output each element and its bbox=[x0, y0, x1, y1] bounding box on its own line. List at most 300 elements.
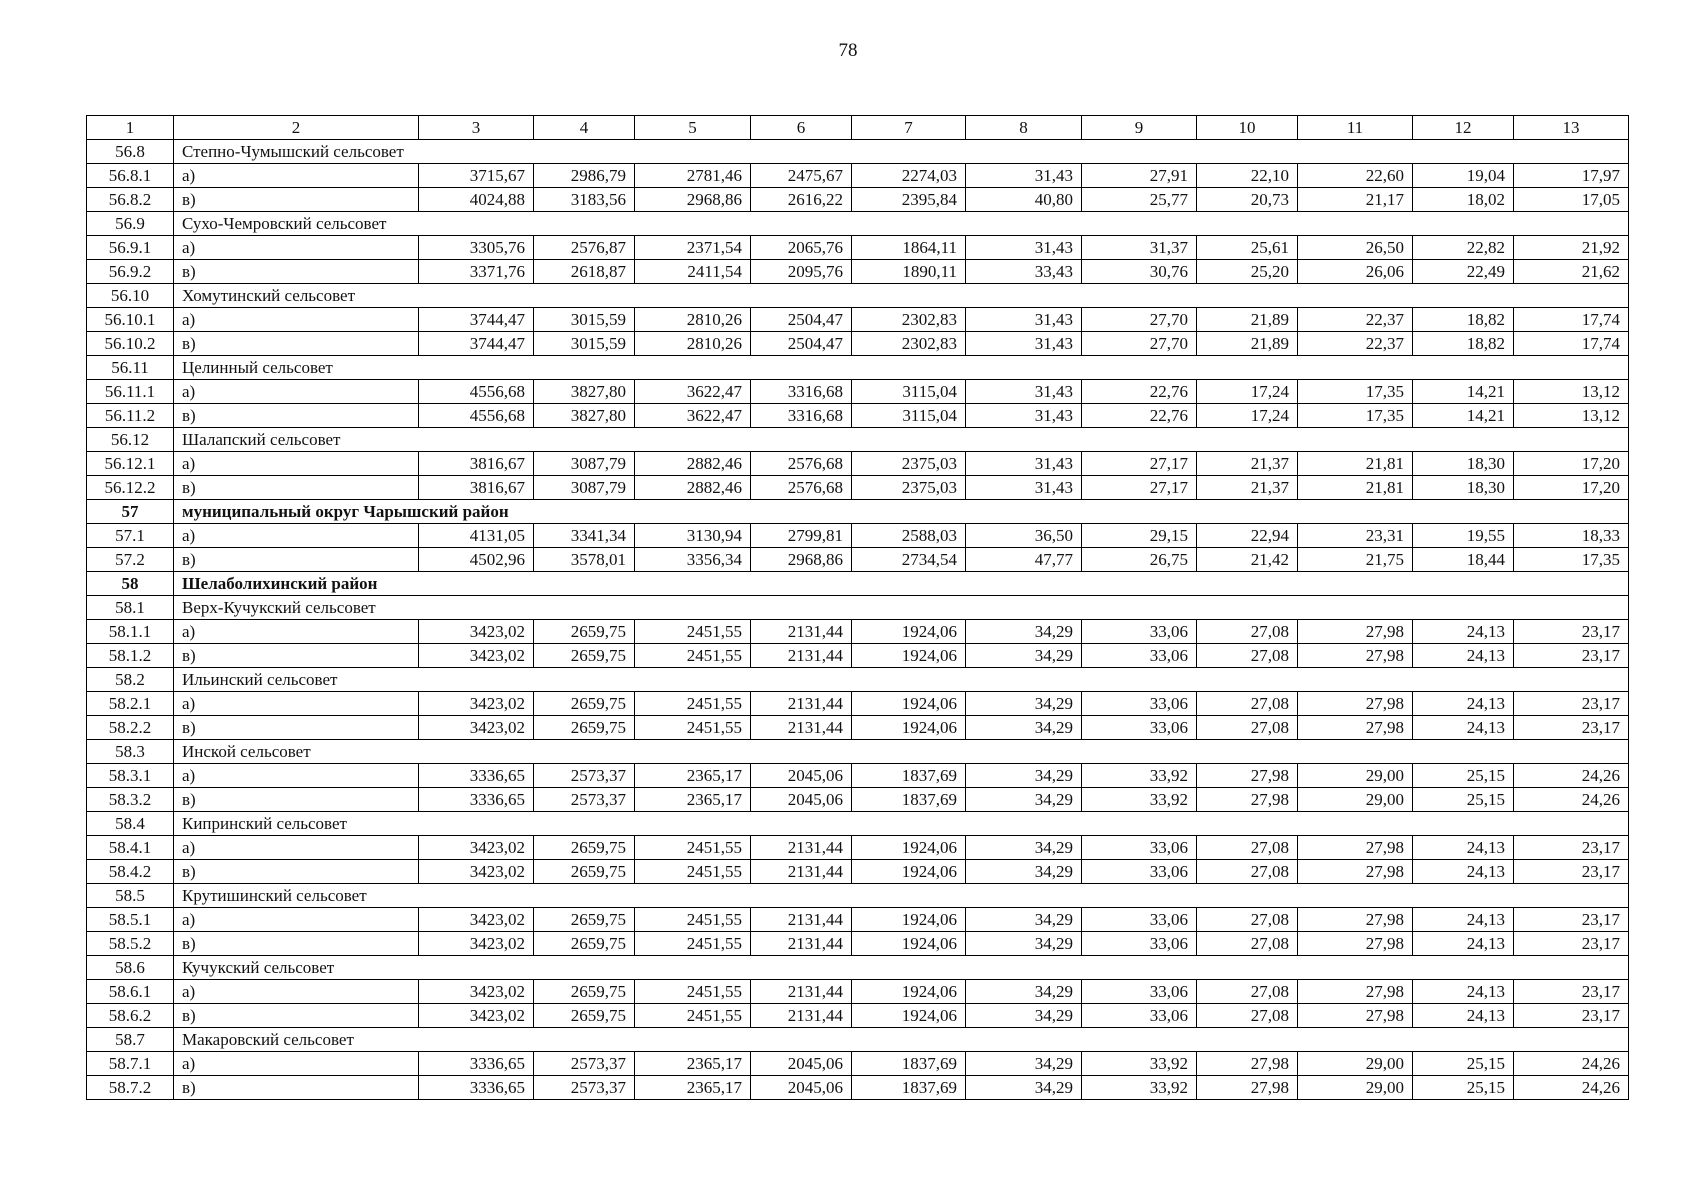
value-cell: 17,35 bbox=[1298, 380, 1413, 404]
value-cell: 36,50 bbox=[966, 524, 1082, 548]
table-row bbox=[87, 716, 1629, 740]
value-cell: 33,92 bbox=[1082, 1052, 1197, 1076]
value-cell: 2451,55 bbox=[635, 1004, 751, 1028]
value-cell: 2451,55 bbox=[635, 932, 751, 956]
group-row bbox=[87, 428, 1629, 452]
row-code: 56.8.2 bbox=[87, 188, 174, 212]
value-cell: 24,13 bbox=[1413, 620, 1514, 644]
group-row bbox=[87, 140, 1629, 164]
row-code: 58.4 bbox=[87, 812, 174, 836]
value-cell: 2131,44 bbox=[751, 692, 852, 716]
value-cell: 27,98 bbox=[1298, 836, 1413, 860]
value-cell: 34,29 bbox=[966, 980, 1082, 1004]
value-cell: 2375,03 bbox=[852, 452, 966, 476]
value-cell: 3087,79 bbox=[534, 476, 635, 500]
value-cell: 18,33 bbox=[1514, 524, 1629, 548]
value-cell: 3827,80 bbox=[534, 404, 635, 428]
value-cell: 29,00 bbox=[1298, 788, 1413, 812]
row-variant: а) bbox=[174, 908, 419, 932]
row-variant: в) bbox=[174, 860, 419, 884]
value-cell: 3715,67 bbox=[419, 164, 534, 188]
value-cell: 22,37 bbox=[1298, 332, 1413, 356]
value-cell: 21,81 bbox=[1298, 476, 1413, 500]
value-cell: 26,06 bbox=[1298, 260, 1413, 284]
value-cell: 2659,75 bbox=[534, 692, 635, 716]
table-row bbox=[87, 692, 1629, 716]
value-cell: 21,89 bbox=[1197, 308, 1298, 332]
row-variant: а) bbox=[174, 980, 419, 1004]
value-cell: 1837,69 bbox=[852, 764, 966, 788]
row-variant: в) bbox=[174, 788, 419, 812]
value-cell: 3336,65 bbox=[419, 1076, 534, 1100]
row-variant: в) bbox=[174, 332, 419, 356]
value-cell: 14,21 bbox=[1413, 380, 1514, 404]
value-cell: 2371,54 bbox=[635, 236, 751, 260]
value-cell: 2576,68 bbox=[751, 476, 852, 500]
row-code: 56.11.1 bbox=[87, 380, 174, 404]
value-cell: 47,77 bbox=[966, 548, 1082, 572]
value-cell: 27,08 bbox=[1197, 836, 1298, 860]
value-cell: 31,37 bbox=[1082, 236, 1197, 260]
value-cell: 23,17 bbox=[1514, 1004, 1629, 1028]
value-cell: 25,15 bbox=[1413, 764, 1514, 788]
value-cell: 23,17 bbox=[1514, 860, 1629, 884]
value-cell: 27,08 bbox=[1197, 620, 1298, 644]
row-code: 58.4.1 bbox=[87, 836, 174, 860]
row-code: 56.10 bbox=[87, 284, 174, 308]
value-cell: 2274,03 bbox=[852, 164, 966, 188]
value-cell: 31,43 bbox=[966, 476, 1082, 500]
value-cell: 2045,06 bbox=[751, 1076, 852, 1100]
value-cell: 34,29 bbox=[966, 860, 1082, 884]
value-cell: 33,06 bbox=[1082, 692, 1197, 716]
value-cell: 2411,54 bbox=[635, 260, 751, 284]
group-title: Кучукский сельсовет bbox=[174, 956, 1629, 980]
value-cell: 34,29 bbox=[966, 764, 1082, 788]
value-cell: 3115,04 bbox=[852, 404, 966, 428]
table-row bbox=[87, 1076, 1629, 1100]
row-code: 58.3.2 bbox=[87, 788, 174, 812]
value-cell: 2365,17 bbox=[635, 764, 751, 788]
group-title: Сухо-Чемровский сельсовет bbox=[174, 212, 1629, 236]
value-cell: 22,60 bbox=[1298, 164, 1413, 188]
value-cell: 2659,75 bbox=[534, 908, 635, 932]
table-row bbox=[87, 188, 1629, 212]
value-cell: 1890,11 bbox=[852, 260, 966, 284]
value-cell: 1924,06 bbox=[852, 1004, 966, 1028]
column-number: 7 bbox=[852, 116, 966, 140]
value-cell: 2576,68 bbox=[751, 452, 852, 476]
value-cell: 33,92 bbox=[1082, 1076, 1197, 1100]
value-cell: 23,17 bbox=[1514, 932, 1629, 956]
row-code: 58.7.1 bbox=[87, 1052, 174, 1076]
value-cell: 2131,44 bbox=[751, 1004, 852, 1028]
value-cell: 2451,55 bbox=[635, 644, 751, 668]
column-number: 2 bbox=[174, 116, 419, 140]
value-cell: 2365,17 bbox=[635, 1052, 751, 1076]
column-number: 11 bbox=[1298, 116, 1413, 140]
value-cell: 34,29 bbox=[966, 908, 1082, 932]
value-cell: 2659,75 bbox=[534, 836, 635, 860]
value-cell: 21,62 bbox=[1514, 260, 1629, 284]
row-code: 58.1.2 bbox=[87, 644, 174, 668]
row-code: 58.3 bbox=[87, 740, 174, 764]
value-cell: 2395,84 bbox=[852, 188, 966, 212]
value-cell: 24,26 bbox=[1514, 1052, 1629, 1076]
row-code: 58.6 bbox=[87, 956, 174, 980]
table-row bbox=[87, 1004, 1629, 1028]
value-cell: 27,08 bbox=[1197, 716, 1298, 740]
value-cell: 21,42 bbox=[1197, 548, 1298, 572]
value-cell: 18,02 bbox=[1413, 188, 1514, 212]
column-number: 1 bbox=[87, 116, 174, 140]
row-code: 58.1 bbox=[87, 596, 174, 620]
value-cell: 2131,44 bbox=[751, 644, 852, 668]
value-cell: 33,06 bbox=[1082, 908, 1197, 932]
table-row bbox=[87, 476, 1629, 500]
table-row bbox=[87, 932, 1629, 956]
group-row bbox=[87, 740, 1629, 764]
table-row bbox=[87, 548, 1629, 572]
row-variant: в) bbox=[174, 476, 419, 500]
value-cell: 24,13 bbox=[1413, 860, 1514, 884]
value-cell: 21,92 bbox=[1514, 236, 1629, 260]
value-cell: 2618,87 bbox=[534, 260, 635, 284]
value-cell: 24,13 bbox=[1413, 1004, 1514, 1028]
column-number-row bbox=[87, 116, 1629, 140]
group-row bbox=[87, 668, 1629, 692]
value-cell: 3336,65 bbox=[419, 1052, 534, 1076]
row-code: 56.10.1 bbox=[87, 308, 174, 332]
group-row bbox=[87, 956, 1629, 980]
value-cell: 27,08 bbox=[1197, 860, 1298, 884]
value-cell: 3423,02 bbox=[419, 716, 534, 740]
value-cell: 2573,37 bbox=[534, 1052, 635, 1076]
value-cell: 40,80 bbox=[966, 188, 1082, 212]
row-code: 56.8 bbox=[87, 140, 174, 164]
value-cell: 3827,80 bbox=[534, 380, 635, 404]
column-number: 9 bbox=[1082, 116, 1197, 140]
group-row bbox=[87, 596, 1629, 620]
value-cell: 17,20 bbox=[1514, 476, 1629, 500]
value-cell: 21,17 bbox=[1298, 188, 1413, 212]
value-cell: 33,06 bbox=[1082, 860, 1197, 884]
value-cell: 23,17 bbox=[1514, 836, 1629, 860]
value-cell: 3316,68 bbox=[751, 404, 852, 428]
row-variant: а) bbox=[174, 764, 419, 788]
section-row bbox=[87, 572, 1629, 596]
value-cell: 20,73 bbox=[1197, 188, 1298, 212]
value-cell: 27,98 bbox=[1197, 764, 1298, 788]
value-cell: 22,94 bbox=[1197, 524, 1298, 548]
value-cell: 3423,02 bbox=[419, 644, 534, 668]
value-cell: 2451,55 bbox=[635, 860, 751, 884]
group-row bbox=[87, 812, 1629, 836]
row-variant: в) bbox=[174, 716, 419, 740]
value-cell: 27,98 bbox=[1298, 692, 1413, 716]
value-cell: 33,92 bbox=[1082, 788, 1197, 812]
group-row bbox=[87, 356, 1629, 380]
value-cell: 27,98 bbox=[1298, 908, 1413, 932]
value-cell: 27,08 bbox=[1197, 1004, 1298, 1028]
value-cell: 27,98 bbox=[1298, 932, 1413, 956]
table-row bbox=[87, 332, 1629, 356]
value-cell: 23,17 bbox=[1514, 908, 1629, 932]
value-cell: 27,98 bbox=[1298, 620, 1413, 644]
value-cell: 26,50 bbox=[1298, 236, 1413, 260]
value-cell: 21,89 bbox=[1197, 332, 1298, 356]
value-cell: 34,29 bbox=[966, 836, 1082, 860]
value-cell: 2504,47 bbox=[751, 332, 852, 356]
value-cell: 3015,59 bbox=[534, 308, 635, 332]
value-cell: 21,37 bbox=[1197, 476, 1298, 500]
value-cell: 23,31 bbox=[1298, 524, 1413, 548]
value-cell: 3423,02 bbox=[419, 932, 534, 956]
value-cell: 22,10 bbox=[1197, 164, 1298, 188]
value-cell: 17,35 bbox=[1514, 548, 1629, 572]
value-cell: 2131,44 bbox=[751, 860, 852, 884]
row-variant: а) bbox=[174, 620, 419, 644]
value-cell: 1924,06 bbox=[852, 692, 966, 716]
value-cell: 3423,02 bbox=[419, 908, 534, 932]
value-cell: 17,05 bbox=[1514, 188, 1629, 212]
row-code: 57 bbox=[87, 500, 174, 524]
row-code: 58.2 bbox=[87, 668, 174, 692]
value-cell: 34,29 bbox=[966, 1004, 1082, 1028]
value-cell: 3744,47 bbox=[419, 308, 534, 332]
value-cell: 3816,67 bbox=[419, 476, 534, 500]
value-cell: 29,15 bbox=[1082, 524, 1197, 548]
value-cell: 22,49 bbox=[1413, 260, 1514, 284]
value-cell: 22,37 bbox=[1298, 308, 1413, 332]
value-cell: 3423,02 bbox=[419, 860, 534, 884]
value-cell: 27,70 bbox=[1082, 308, 1197, 332]
value-cell: 33,43 bbox=[966, 260, 1082, 284]
value-cell: 1924,06 bbox=[852, 908, 966, 932]
row-code: 58 bbox=[87, 572, 174, 596]
value-cell: 18,30 bbox=[1413, 452, 1514, 476]
value-cell: 2131,44 bbox=[751, 836, 852, 860]
value-cell: 25,15 bbox=[1413, 1076, 1514, 1100]
value-cell: 31,43 bbox=[966, 308, 1082, 332]
row-code: 58.4.2 bbox=[87, 860, 174, 884]
row-variant: в) bbox=[174, 548, 419, 572]
value-cell: 23,17 bbox=[1514, 620, 1629, 644]
value-cell: 2065,76 bbox=[751, 236, 852, 260]
row-code: 58.6.1 bbox=[87, 980, 174, 1004]
table-row bbox=[87, 1052, 1629, 1076]
value-cell: 29,00 bbox=[1298, 1052, 1413, 1076]
value-cell: 1924,06 bbox=[852, 620, 966, 644]
value-cell: 2131,44 bbox=[751, 908, 852, 932]
value-cell: 22,76 bbox=[1082, 404, 1197, 428]
value-cell: 3087,79 bbox=[534, 452, 635, 476]
row-code: 58.5.1 bbox=[87, 908, 174, 932]
row-variant: а) bbox=[174, 164, 419, 188]
value-cell: 27,08 bbox=[1197, 932, 1298, 956]
value-cell: 17,74 bbox=[1514, 332, 1629, 356]
row-code: 58.2.1 bbox=[87, 692, 174, 716]
value-cell: 31,43 bbox=[966, 332, 1082, 356]
column-number: 12 bbox=[1413, 116, 1514, 140]
value-cell: 27,98 bbox=[1298, 860, 1413, 884]
value-cell: 2131,44 bbox=[751, 932, 852, 956]
value-cell: 14,21 bbox=[1413, 404, 1514, 428]
value-cell: 27,91 bbox=[1082, 164, 1197, 188]
row-code: 58.1.1 bbox=[87, 620, 174, 644]
value-cell: 2659,75 bbox=[534, 932, 635, 956]
group-title: Верх-Кучукский сельсовет bbox=[174, 596, 1629, 620]
value-cell: 23,17 bbox=[1514, 692, 1629, 716]
value-cell: 31,43 bbox=[966, 380, 1082, 404]
value-cell: 3316,68 bbox=[751, 380, 852, 404]
value-cell: 27,98 bbox=[1298, 1004, 1413, 1028]
value-cell: 34,29 bbox=[966, 1052, 1082, 1076]
value-cell: 25,61 bbox=[1197, 236, 1298, 260]
row-code: 56.12.1 bbox=[87, 452, 174, 476]
value-cell: 30,76 bbox=[1082, 260, 1197, 284]
value-cell: 2810,26 bbox=[635, 332, 751, 356]
value-cell: 2573,37 bbox=[534, 764, 635, 788]
value-cell: 27,98 bbox=[1298, 644, 1413, 668]
value-cell: 3622,47 bbox=[635, 404, 751, 428]
value-cell: 4556,68 bbox=[419, 404, 534, 428]
tariff-table bbox=[86, 115, 1629, 1100]
table-row bbox=[87, 980, 1629, 1004]
group-row bbox=[87, 884, 1629, 908]
row-variant: а) bbox=[174, 452, 419, 476]
value-cell: 27,98 bbox=[1298, 980, 1413, 1004]
table-row bbox=[87, 908, 1629, 932]
value-cell: 22,76 bbox=[1082, 380, 1197, 404]
value-cell: 17,97 bbox=[1514, 164, 1629, 188]
value-cell: 13,12 bbox=[1514, 404, 1629, 428]
value-cell: 25,15 bbox=[1413, 1052, 1514, 1076]
row-variant: в) bbox=[174, 932, 419, 956]
table-row bbox=[87, 452, 1629, 476]
column-number: 3 bbox=[419, 116, 534, 140]
value-cell: 2365,17 bbox=[635, 1076, 751, 1100]
value-cell: 1924,06 bbox=[852, 716, 966, 740]
value-cell: 24,26 bbox=[1514, 788, 1629, 812]
value-cell: 2475,67 bbox=[751, 164, 852, 188]
row-code: 58.7.2 bbox=[87, 1076, 174, 1100]
row-code: 58.7 bbox=[87, 1028, 174, 1052]
value-cell: 3371,76 bbox=[419, 260, 534, 284]
row-variant: в) bbox=[174, 188, 419, 212]
value-cell: 18,44 bbox=[1413, 548, 1514, 572]
value-cell: 34,29 bbox=[966, 932, 1082, 956]
value-cell: 2045,06 bbox=[751, 764, 852, 788]
value-cell: 27,08 bbox=[1197, 980, 1298, 1004]
value-cell: 34,29 bbox=[966, 716, 1082, 740]
value-cell: 2451,55 bbox=[635, 836, 751, 860]
value-cell: 33,06 bbox=[1082, 644, 1197, 668]
value-cell: 2375,03 bbox=[852, 476, 966, 500]
value-cell: 23,17 bbox=[1514, 716, 1629, 740]
value-cell: 24,13 bbox=[1413, 836, 1514, 860]
group-title: Хомутинский сельсовет bbox=[174, 284, 1629, 308]
row-variant: а) bbox=[174, 692, 419, 716]
section-title: Шелаболихинский район bbox=[174, 572, 1629, 596]
value-cell: 24,13 bbox=[1413, 932, 1514, 956]
value-cell: 17,35 bbox=[1298, 404, 1413, 428]
value-cell: 33,06 bbox=[1082, 620, 1197, 644]
value-cell: 2799,81 bbox=[751, 524, 852, 548]
value-cell: 2968,86 bbox=[635, 188, 751, 212]
value-cell: 29,00 bbox=[1298, 1076, 1413, 1100]
value-cell: 17,20 bbox=[1514, 452, 1629, 476]
value-cell: 2045,06 bbox=[751, 788, 852, 812]
row-variant: а) bbox=[174, 1052, 419, 1076]
value-cell: 2365,17 bbox=[635, 788, 751, 812]
row-variant: в) bbox=[174, 644, 419, 668]
value-cell: 34,29 bbox=[966, 788, 1082, 812]
value-cell: 25,15 bbox=[1413, 788, 1514, 812]
group-title: Крутишинский сельсовет bbox=[174, 884, 1629, 908]
value-cell: 24,13 bbox=[1413, 908, 1514, 932]
value-cell: 2781,46 bbox=[635, 164, 751, 188]
value-cell: 33,06 bbox=[1082, 1004, 1197, 1028]
row-variant: в) bbox=[174, 1076, 419, 1100]
value-cell: 4556,68 bbox=[419, 380, 534, 404]
value-cell: 2131,44 bbox=[751, 716, 852, 740]
value-cell: 24,26 bbox=[1514, 1076, 1629, 1100]
value-cell: 2131,44 bbox=[751, 620, 852, 644]
row-code: 56.9 bbox=[87, 212, 174, 236]
group-row bbox=[87, 212, 1629, 236]
value-cell: 4024,88 bbox=[419, 188, 534, 212]
value-cell: 25,20 bbox=[1197, 260, 1298, 284]
page-number: 78 bbox=[838, 40, 858, 61]
value-cell: 31,43 bbox=[966, 452, 1082, 476]
value-cell: 3423,02 bbox=[419, 1004, 534, 1028]
row-code: 58.2.2 bbox=[87, 716, 174, 740]
value-cell: 33,06 bbox=[1082, 716, 1197, 740]
value-cell: 1837,69 bbox=[852, 1076, 966, 1100]
value-cell: 2810,26 bbox=[635, 308, 751, 332]
value-cell: 27,17 bbox=[1082, 476, 1197, 500]
value-cell: 3744,47 bbox=[419, 332, 534, 356]
value-cell: 18,82 bbox=[1413, 308, 1514, 332]
value-cell: 2659,75 bbox=[534, 644, 635, 668]
value-cell: 31,43 bbox=[966, 236, 1082, 260]
value-cell: 31,43 bbox=[966, 164, 1082, 188]
row-code: 57.1 bbox=[87, 524, 174, 548]
column-number: 5 bbox=[635, 116, 751, 140]
value-cell: 3423,02 bbox=[419, 692, 534, 716]
value-cell: 2734,54 bbox=[852, 548, 966, 572]
value-cell: 2588,03 bbox=[852, 524, 966, 548]
value-cell: 1924,06 bbox=[852, 860, 966, 884]
row-variant: а) bbox=[174, 308, 419, 332]
value-cell: 18,30 bbox=[1413, 476, 1514, 500]
value-cell: 1837,69 bbox=[852, 788, 966, 812]
row-code: 58.6.2 bbox=[87, 1004, 174, 1028]
group-title: Целинный сельсовет bbox=[174, 356, 1629, 380]
section-title: муниципальный округ Чарышский район bbox=[174, 500, 1629, 524]
value-cell: 2882,46 bbox=[635, 452, 751, 476]
value-cell: 27,70 bbox=[1082, 332, 1197, 356]
value-cell: 27,08 bbox=[1197, 908, 1298, 932]
row-code: 56.12 bbox=[87, 428, 174, 452]
value-cell: 2882,46 bbox=[635, 476, 751, 500]
table-row bbox=[87, 404, 1629, 428]
value-cell: 21,75 bbox=[1298, 548, 1413, 572]
value-cell: 3578,01 bbox=[534, 548, 635, 572]
column-number: 13 bbox=[1514, 116, 1629, 140]
value-cell: 34,29 bbox=[966, 1076, 1082, 1100]
